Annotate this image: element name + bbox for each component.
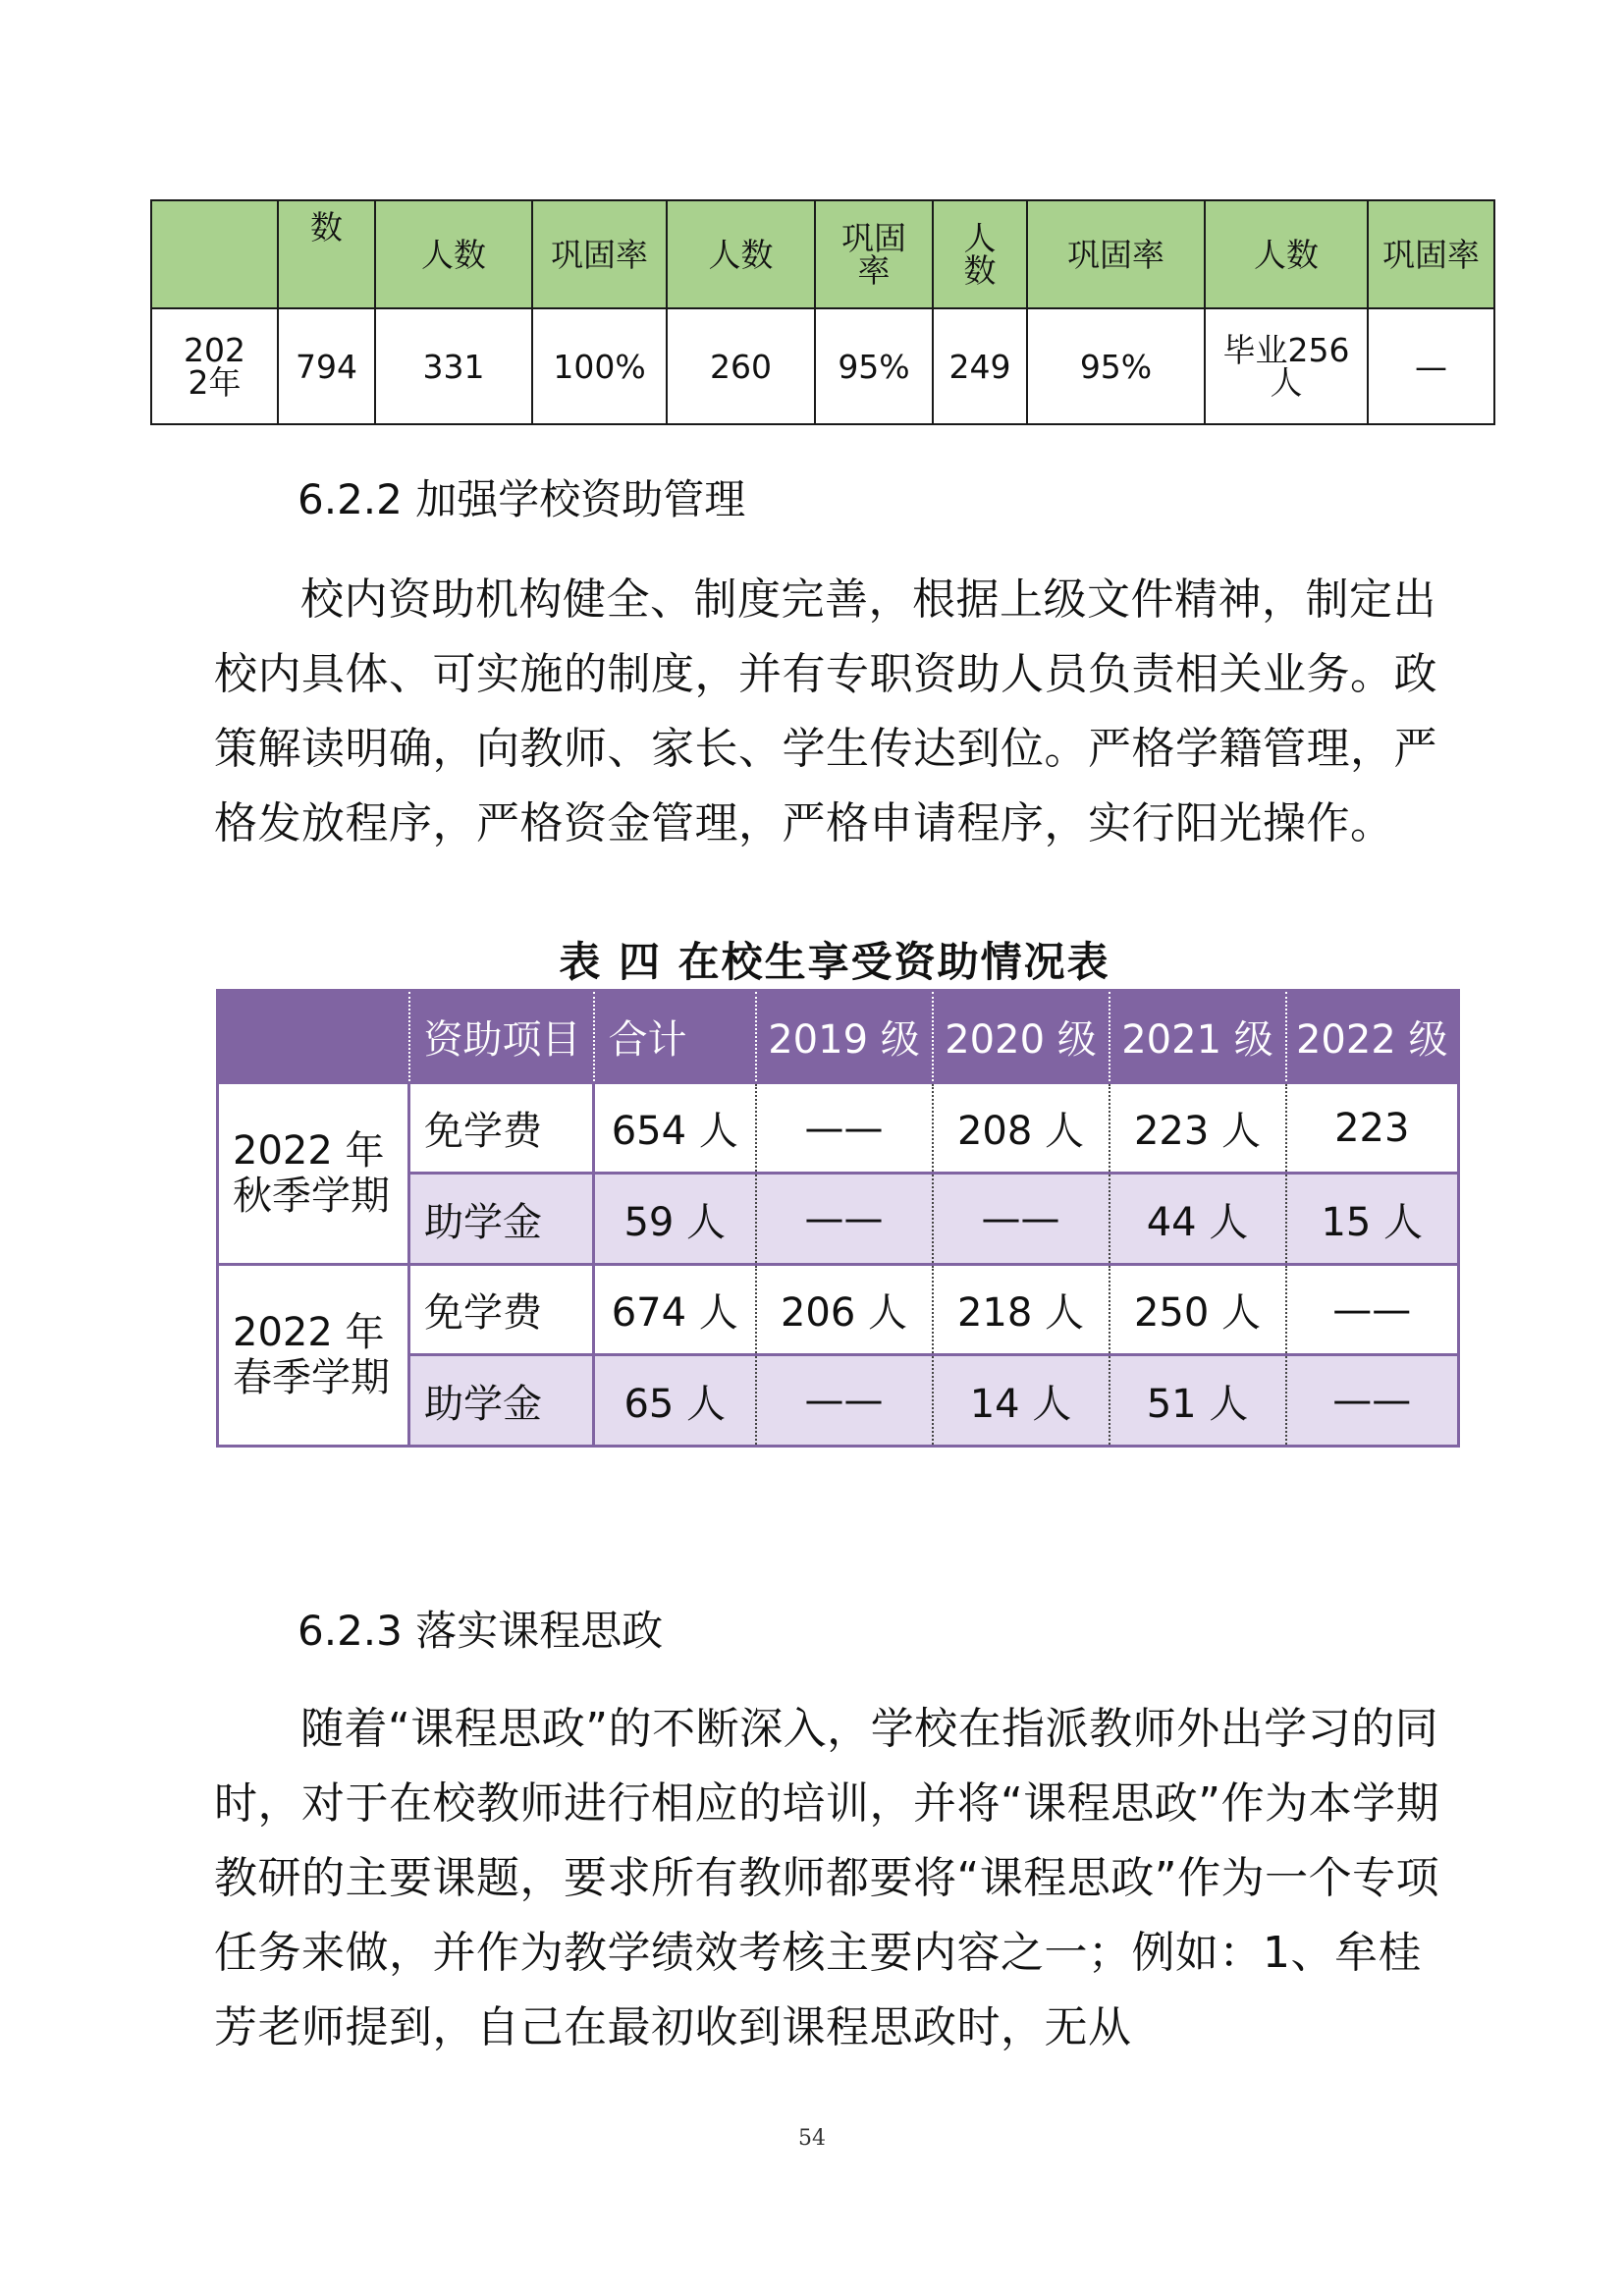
- table4-cell: ——: [756, 1083, 933, 1174]
- table4-header-cell: 2019 级: [756, 991, 933, 1083]
- section-paragraph-6-2-2: [214, 563, 1441, 861]
- table1-cell: 100%: [532, 308, 667, 424]
- page-number: 54: [798, 2126, 826, 2151]
- table1-cell: 毕业256人: [1205, 308, 1368, 424]
- table4-cell: 218 人: [933, 1265, 1110, 1355]
- section-heading-6-2-2: 6.2.2 加强学校资助管理: [298, 475, 746, 523]
- table4-cell: 654 人: [594, 1083, 756, 1174]
- table4-cell: 65 人: [594, 1355, 756, 1447]
- paragraph-text: 随着“课程思政”的不断深入，学校在指派教师外出学习的同时，对于在校教师进行相应的培训，并将“课程思政”作为本学期教研的主要课题，要求所有教师都要将“课程思政”作为一个专项任务来做，并作为教学绩效考核主要内容之一；例如：1、牟桂芳老师提到，自己在最初收到课程思政时，无从: [214, 1704, 1440, 2052]
- table1-header-cell: 巩固率: [532, 200, 667, 308]
- enrollment-retention-table: [150, 199, 1495, 425]
- table1-cell: 249: [933, 308, 1027, 424]
- paragraph-text: 校内资助机构健全、制度完善，根据上级文件精神，制定出校内具体、可实施的制度，并有专职资助人员负责相关业务。政策解读明确，向教师、家长、学生传达到位。严格学籍管理，严格发放程序，严格资金管理，严格申请程序，实行阳光操作。: [214, 574, 1437, 848]
- table1-cell: 260: [667, 308, 815, 424]
- aid-item-cell: 助学金: [409, 1355, 594, 1447]
- table-row: [151, 308, 1494, 424]
- table4-cell: 223 人: [1110, 1083, 1286, 1174]
- section-paragraph-6-2-3: [214, 1692, 1441, 2065]
- table1-header-cell: 人数: [933, 200, 1027, 308]
- table4-cell: ——: [1286, 1265, 1459, 1355]
- table1-year-cell: 2022年: [151, 308, 278, 424]
- table4-header-cell: 2021 级: [1110, 991, 1286, 1083]
- table4-cell: ——: [1286, 1355, 1459, 1447]
- table4-cell: 44 人: [1110, 1174, 1286, 1265]
- table1-cell: 794: [278, 308, 375, 424]
- table4-cell: ——: [756, 1355, 933, 1447]
- table4-header-cell: [218, 991, 409, 1083]
- aid-item-cell: 免学费: [409, 1083, 594, 1174]
- table4-cell: 51 人: [1110, 1355, 1286, 1447]
- table4-cell: 59 人: [594, 1174, 756, 1265]
- student-aid-table: [216, 989, 1460, 1448]
- table4-cell: ——: [933, 1174, 1110, 1265]
- table4-header-row: [218, 991, 1459, 1083]
- aid-item-cell: 免学费: [409, 1265, 594, 1355]
- table-row: [218, 1265, 1459, 1355]
- table1-header-cell: 巩固率: [1027, 200, 1205, 308]
- table1-header-cell: 巩固率: [1368, 200, 1494, 308]
- table1-header-cell: 人数: [375, 200, 532, 308]
- table4-cell: 15 人: [1286, 1174, 1459, 1265]
- table1-header-cell: 人数: [1205, 200, 1368, 308]
- term-cell-spring: 2022 年 春季学期: [218, 1265, 409, 1447]
- table4-header-cell: 2020 级: [933, 991, 1110, 1083]
- table1-cell: 331: [375, 308, 532, 424]
- table1-header-cell: 人数: [667, 200, 815, 308]
- table-caption: 表 四 在校生享受资助情况表: [559, 938, 1110, 986]
- table4-cell: 206 人: [756, 1265, 933, 1355]
- table4-header-cell: 合计: [594, 991, 756, 1083]
- table1-cell: —: [1368, 308, 1494, 424]
- section-heading-6-2-3: 6.2.3 落实课程思政: [298, 1607, 664, 1655]
- table4-cell: 208 人: [933, 1083, 1110, 1174]
- table4-header-cell: 2022 级: [1286, 991, 1459, 1083]
- table1-header-row: [151, 200, 1494, 308]
- table1-header-fragment: 数: [278, 200, 375, 308]
- table1-cell: 95%: [1027, 308, 1205, 424]
- table4-cell: 223: [1286, 1083, 1459, 1174]
- table1-cell: 95%: [815, 308, 933, 424]
- table4-cell: 250 人: [1110, 1265, 1286, 1355]
- table4-cell: 674 人: [594, 1265, 756, 1355]
- table1-header-cell: 巩固率: [815, 200, 933, 308]
- table-row: [218, 1083, 1459, 1174]
- table4-cell: ——: [756, 1174, 933, 1265]
- table4-header-cell: 资助项目: [409, 991, 594, 1083]
- term-cell-autumn: 2022 年 秋季学期: [218, 1083, 409, 1265]
- aid-item-cell: 助学金: [409, 1174, 594, 1265]
- table4-cell: 14 人: [933, 1355, 1110, 1447]
- table1-header-blank: [151, 200, 278, 308]
